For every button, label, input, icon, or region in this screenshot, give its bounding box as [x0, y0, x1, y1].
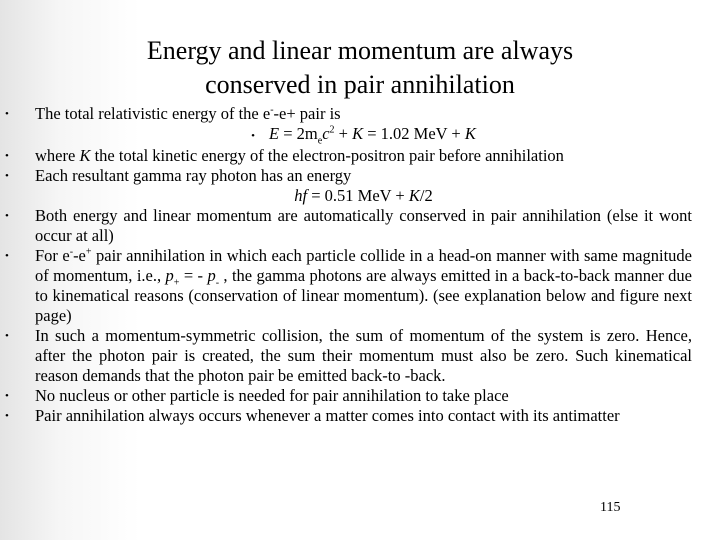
- bullet-marker: •: [5, 410, 9, 422]
- bullet-marker: •: [5, 250, 9, 262]
- bullet-no-nucleus: • No nucleus or other particle is needed for pair annihilation to take place: [5, 386, 509, 405]
- sub-bullet-marker: •: [251, 130, 255, 142]
- photon-energy-equation: hf = 0.51 MeV + K/2: [294, 186, 433, 205]
- bullet-marker: •: [5, 170, 9, 182]
- bullet-marker: •: [5, 330, 9, 342]
- title-line-1: Energy and linear momentum are always: [146, 36, 574, 65]
- energy-equation: • $E = 2m_ec^2 + K = 1.02$ MeV + K: [251, 124, 476, 147]
- bullet-head-on-collision: • For e--e+ pair annihilation in which each particle collide in a head-on manner with same magnitude of momentum, i.e., $p_+$ = - $p_-$ , the gamma photons are always emitted in a back-to-back manner due to kinematical reasons (conservation of linear momentum). (see explanation below and figure next page): [5, 246, 692, 325]
- page-number: 115: [600, 500, 621, 515]
- bullet-each-photon: • Each resultant gamma ray photon has an energy: [5, 166, 352, 185]
- bullet-marker: •: [5, 150, 9, 162]
- bullet-both-conserved: • Both energy and linear momentum are automatically conserved in pair annihilation (else it wont occur at all): [5, 206, 692, 245]
- bullet-list: [0, 104, 720, 426]
- slide-title: [60, 34, 660, 102]
- bullet-marker: •: [5, 210, 9, 222]
- bullet-marker: •: [5, 390, 9, 402]
- title-line-2: conserved in pair annihilation: [205, 70, 515, 99]
- bullet-momentum-symmetric: • In such a momentum-symmetric collision, the sum of momentum of the system is zero. Hence, after the photon pair is created, the sum their momentum must also be zero. Such kinematical reason demands that the photon pair be emitted back-to -back.: [5, 326, 692, 385]
- bullet-where-k: • where K the total kinetic energy of the electron-positron pair before annihilation: [5, 146, 564, 165]
- bullet-marker: •: [5, 108, 9, 120]
- bullet-always-occurs: • Pair annihilation always occurs whenever a matter comes into contact with its antimatter: [5, 406, 620, 425]
- bullet-total-energy: • The total relativistic energy of the e--e+ pair is: [5, 104, 341, 123]
